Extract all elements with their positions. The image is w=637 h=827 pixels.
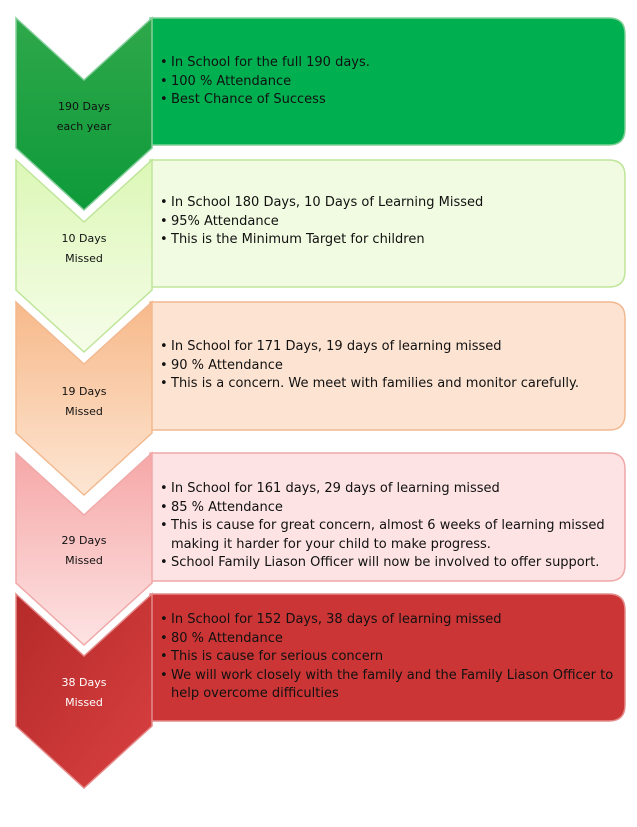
- bullet-item: • In School for 152 Days, 38 days of learning missed: [160, 611, 620, 630]
- stage-label-4: [16, 531, 152, 571]
- bullet-item: • 80 % Attendance: [160, 630, 620, 649]
- stage-label-line: 38 Days: [61, 676, 107, 689]
- stage-bullets-1: [160, 54, 620, 110]
- stage-bullets-5: [160, 611, 620, 704]
- stage-label-1: [16, 97, 152, 137]
- bullet-item: • In School for 161 days, 29 days of learning missed: [160, 480, 620, 499]
- bullet-item: • This is a concern. We meet with families and monitor carefully.: [160, 375, 620, 394]
- bullet-item: • This is cause for serious concern: [160, 648, 620, 667]
- stage-label-line: Missed: [65, 252, 103, 265]
- bullet-item: • 100 % Attendance: [160, 73, 620, 92]
- bullet-item: • School Family Liason Officer will now be involved to offer support.: [160, 554, 620, 573]
- stage-bullets-2: [160, 194, 620, 250]
- stage-label-3: [16, 382, 152, 422]
- stage-label-line: 10 Days: [61, 232, 107, 245]
- stage-label-5: [16, 673, 152, 713]
- bullet-item: • This is cause for great concern, almost 6 weeks of learning missed making it harder for your child to make progress.: [160, 517, 620, 554]
- stage-label-line: Missed: [65, 696, 103, 709]
- stage-label-line: Missed: [65, 554, 103, 567]
- stage-label-line: 29 Days: [61, 534, 107, 547]
- bullet-item: • 85 % Attendance: [160, 499, 620, 518]
- bullet-item: • This is the Minimum Target for children: [160, 231, 620, 250]
- bullet-item: • In School for the full 190 days.: [160, 54, 620, 73]
- bullet-item: • 95% Attendance: [160, 213, 620, 232]
- stage-bullets-3: [160, 338, 620, 394]
- stage-label-line: 190 Days: [58, 100, 110, 113]
- bullet-item: • In School 180 Days, 10 Days of Learning Missed: [160, 194, 620, 213]
- bullet-item: • We will work closely with the family and the Family Liason Officer to help overcome difficulties: [160, 667, 620, 704]
- stage-label-line: Missed: [65, 405, 103, 418]
- stage-label-2: [16, 229, 152, 269]
- stage-bullets-4: [160, 480, 620, 573]
- stage-label-line: each year: [56, 120, 112, 133]
- bullet-item: • In School for 171 Days, 19 days of learning missed: [160, 338, 620, 357]
- bullet-item: • Best Chance of Success: [160, 91, 620, 110]
- bullet-item: • 90 % Attendance: [160, 357, 620, 376]
- stage-label-line: 19 Days: [61, 385, 107, 398]
